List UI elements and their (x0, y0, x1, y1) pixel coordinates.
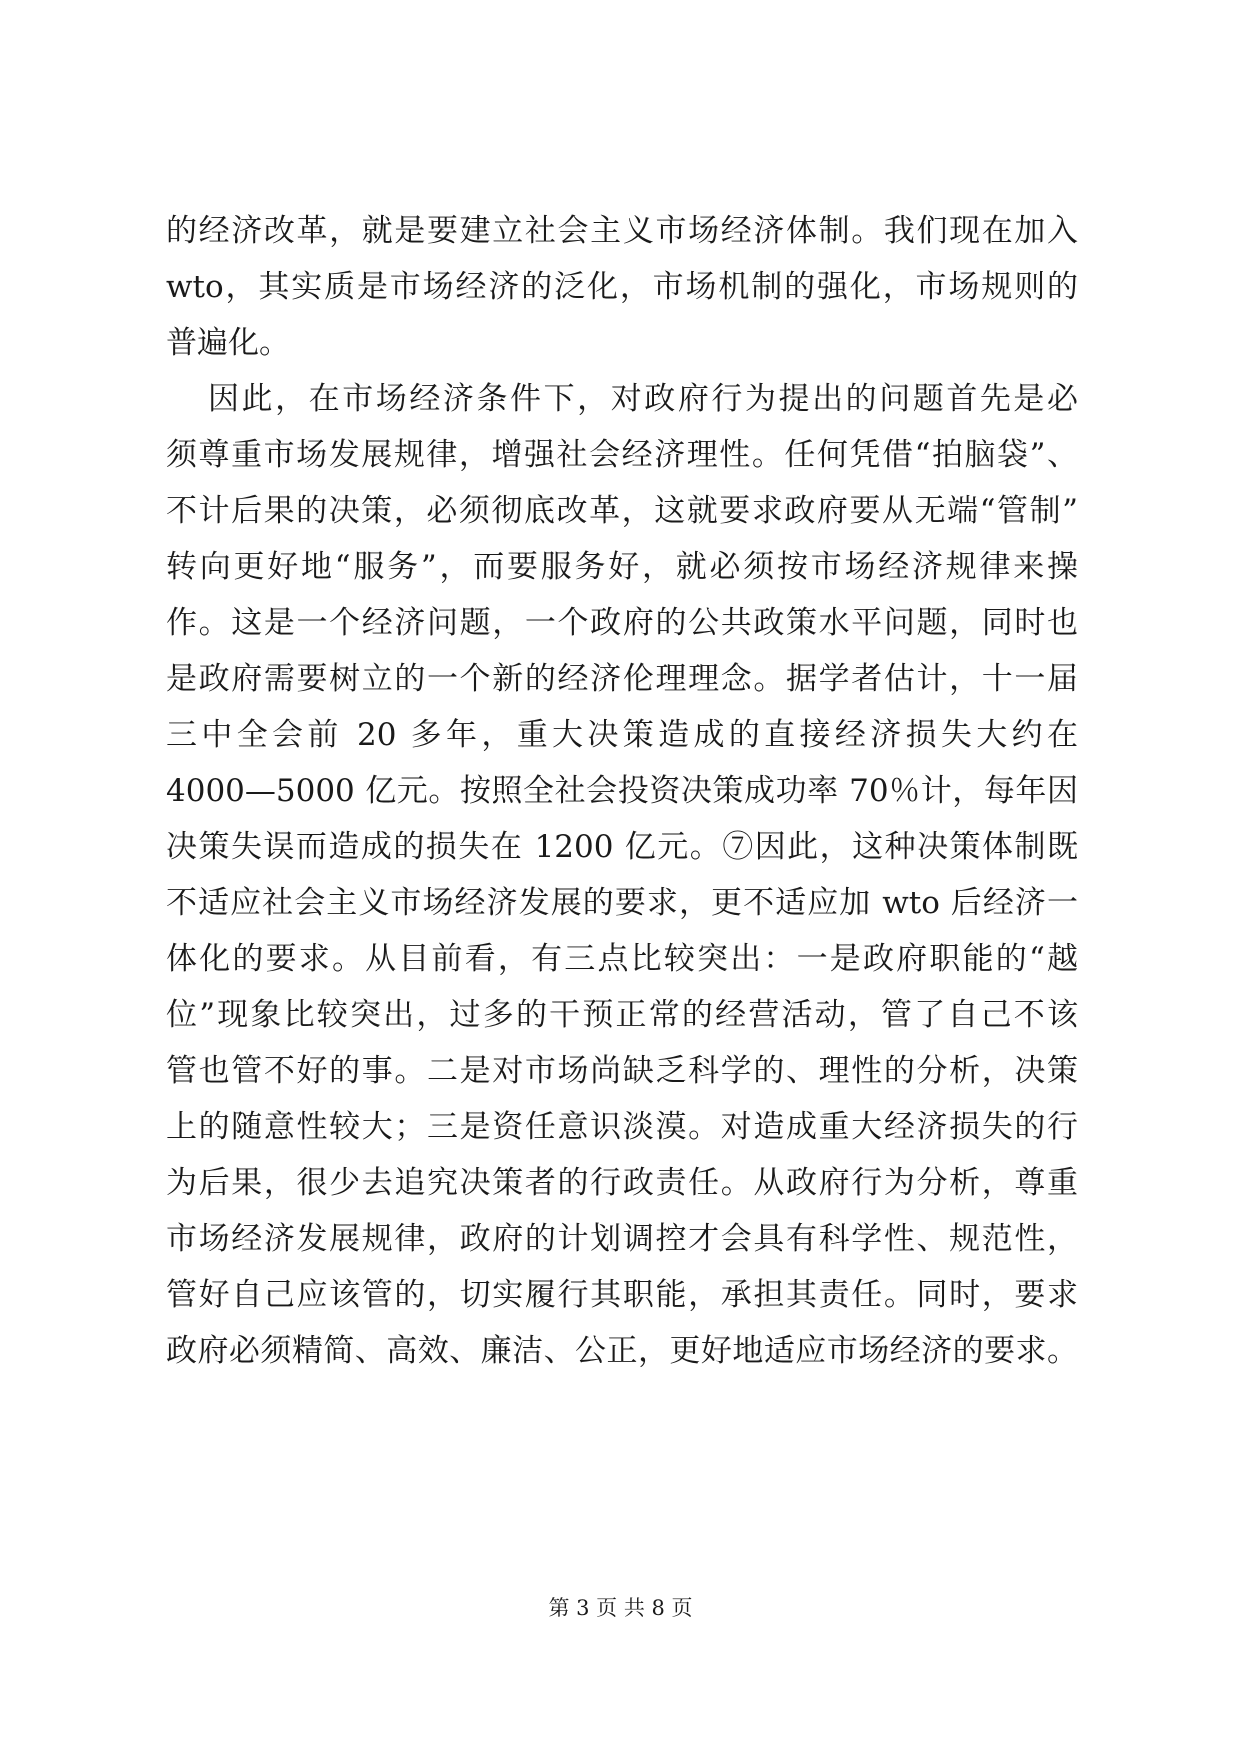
paragraph-line: 因此，在市场经济条件下，对政府行为提出的问题首先是必 (208, 381, 1078, 417)
paragraph-line: 管也管不好的事。二是对市场尚缺乏科学的、理性的分析，决策 (166, 1053, 1078, 1089)
paragraph-line: wto，其实质是市场经济的泛化，市场机制的强化，市场规则的 (166, 269, 1078, 305)
paragraph-line: 普遍化。 (166, 325, 290, 361)
paragraph-line: 为后果，很少去追究决策者的行政责任。从政府行为分析，尊重 (166, 1165, 1078, 1201)
paragraph-line: 位”现象比较突出，过多的干预正常的经营活动，管了自己不该 (166, 997, 1078, 1033)
paragraph-line: 三中全会前 20 多年，重大决策造成的直接经济损失大约在 (166, 717, 1078, 753)
paragraph-line: 上的随意性较大；三是资任意识淡漠。对造成重大经济损失的行 (166, 1109, 1078, 1145)
paragraph-line: 须尊重市场发展规律，增强社会经济理性。任何凭借“拍脑袋”、 (166, 437, 1078, 473)
paragraph-line: 决策失误而造成的损失在 1200 亿元。⑦因此，这种决策体制既 (166, 829, 1078, 865)
paragraph-line: 管好自己应该管的，切实履行其职能，承担其责任。同时，要求 (166, 1277, 1078, 1313)
paragraph-line: 政府必须精简、高效、廉洁、公正，更好地适应市场经济的要求。 (166, 1333, 1078, 1369)
paragraph-line: 是政府需要树立的一个新的经济伦理理念。据学者估计，十一届 (166, 661, 1078, 697)
paragraph-line: 作。这是一个经济问题，一个政府的公共政策水平问题，同时也 (166, 605, 1078, 641)
page-footer: 第 3 页 共 8 页 (548, 1596, 693, 1620)
paragraph-line: 的经济改革，就是要建立社会主义市场经济体制。我们现在加入 (166, 213, 1078, 249)
paragraph-line: 市场经济发展规律，政府的计划调控才会具有科学性、规范性， (166, 1221, 1078, 1257)
paragraph-line: 4000—5000 亿元。按照全社会投资决策成功率 70％计，每年因 (166, 773, 1078, 809)
paragraph-line: 不计后果的决策，必须彻底改革，这就要求政府要从无端“管制” (166, 493, 1078, 529)
paragraph-line: 不适应社会主义市场经济发展的要求，更不适应加 wto 后经济一 (166, 885, 1078, 921)
paragraph-line: 转向更好地“服务”，而要服务好，就必须按市场经济规律来操 (166, 549, 1078, 585)
paragraph-line: 体化的要求。从目前看，有三点比较突出：一是政府职能的“越 (166, 941, 1078, 977)
